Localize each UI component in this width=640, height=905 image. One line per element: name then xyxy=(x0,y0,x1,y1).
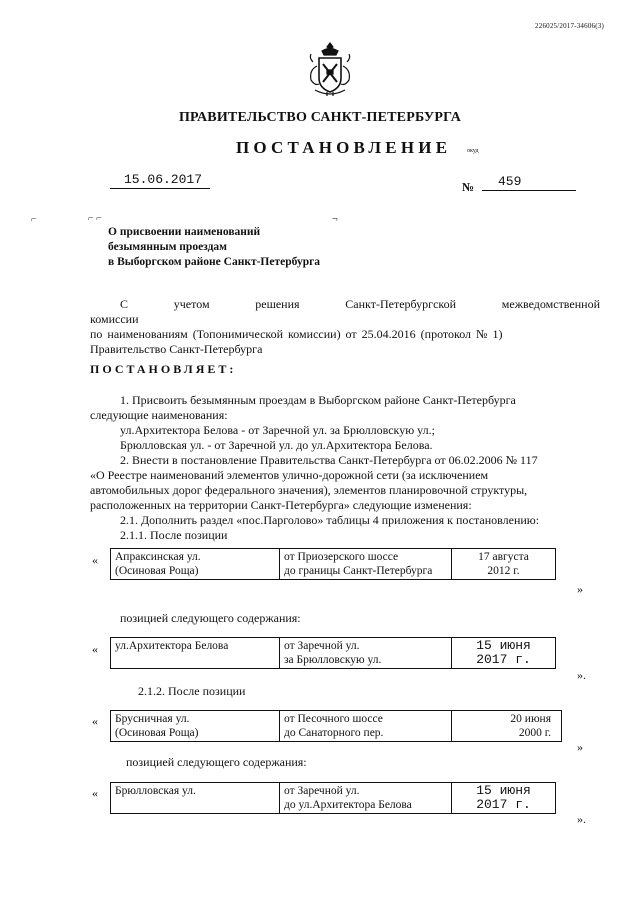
date-day: 20 июня xyxy=(510,713,551,725)
coat-of-arms-emblem xyxy=(305,40,355,98)
body-line: 2.1.1. После позиции xyxy=(120,528,228,542)
body-line: Брюлловская ул. - от Заречной ул. до ул.Архитектора Белова. xyxy=(120,438,433,452)
street-name-cell xyxy=(111,549,280,580)
open-quote: « xyxy=(92,786,98,800)
range-to: до ул.Архитектора Белова xyxy=(284,799,412,811)
range-from: от Заречной ул. xyxy=(284,785,360,797)
position-table xyxy=(110,710,562,742)
table-row xyxy=(111,783,556,814)
open-quote: « xyxy=(92,553,98,567)
resolves-heading: ПОСТАНОВЛЯЕТ: xyxy=(90,362,237,376)
close-quote: ». xyxy=(577,668,586,682)
street-range-cell xyxy=(280,549,452,580)
position-table xyxy=(110,782,556,814)
range-from: от Приозерского шоссе xyxy=(284,551,399,563)
following-text: позицией следующего содержания: xyxy=(120,611,301,625)
table-row xyxy=(111,711,562,742)
body-line: 2.1. Дополнить раздел «пос.Парголово» таблицы 4 приложения к постановлению: xyxy=(120,513,540,527)
date-cell xyxy=(452,638,556,669)
bracket-mark: ¬ xyxy=(332,214,338,225)
range-to: до границы Санкт-Петербурга xyxy=(284,565,433,577)
section-heading: 2.1.2. После позиции xyxy=(138,684,246,698)
street-name-cell xyxy=(111,638,280,669)
body-line: автомобильных дорог федерального значения), элементов планировочной структуры, xyxy=(90,483,528,497)
street-name: Брусничная ул. xyxy=(115,713,190,725)
body-line: следующие наименования: xyxy=(90,408,228,422)
street-area: (Осиновая Роща) xyxy=(115,565,199,577)
intro-line: С учетом решения Санкт-Петербургской межведомственной комиссии xyxy=(90,297,600,326)
body-line: ул.Архитектора Белова - от Заречной ул. за Брюлловскую ул.; xyxy=(120,423,435,437)
position-table xyxy=(110,548,556,580)
street-area: (Осиновая Роща) xyxy=(115,727,199,739)
street-name: Апраксинская ул. xyxy=(115,551,201,563)
date-year: 2017 г. xyxy=(476,652,531,667)
document-number: 459 xyxy=(498,174,522,189)
close-quote: » xyxy=(577,740,583,754)
table-row xyxy=(111,638,556,669)
subject-line: в Выборгском районе Санкт-Петербурга xyxy=(108,256,321,268)
intro-paragraph xyxy=(90,297,600,357)
bracket-mark: ⌐ ⌐ xyxy=(88,213,102,224)
street-name: Брюлловская ул. xyxy=(115,785,196,797)
date-day: 15 июня xyxy=(476,638,531,653)
open-quote: « xyxy=(92,714,98,728)
okud-label: окуд xyxy=(467,148,479,154)
body-line: 2. Внести в постановление Правительства Санкт-Петербурга от 06.02.2006 № 117 xyxy=(120,453,538,467)
government-name: ПРАВИТЕЛЬСТВО САНКТ-ПЕТЕРБУРГА xyxy=(178,110,462,125)
street-range-cell xyxy=(280,638,452,669)
date-year: 2017 г. xyxy=(476,797,531,812)
number-underline xyxy=(482,190,576,191)
document-subject xyxy=(108,225,368,270)
subject-line: О присвоении наименований xyxy=(108,226,261,238)
street-range-cell xyxy=(280,783,452,814)
bracket-mark: ⌐ xyxy=(31,214,37,225)
following-text: позицией следующего содержания: xyxy=(126,755,307,769)
range-to: до Санаторного пер. xyxy=(284,727,384,739)
document-date: 15.06.2017 xyxy=(124,172,203,187)
body-line: 1. Присвоить безымянным проездам в Выборгском районе Санкт-Петербурга xyxy=(120,393,516,407)
date-underline xyxy=(110,188,210,189)
intro-line: по наименованиям (Топонимической комиссии) от 25.04.2016 (протокол № 1) xyxy=(90,327,503,341)
body-line: «О Реестре наименований элементов улично-дорожной сети (за исключением xyxy=(90,468,489,482)
date-cell xyxy=(452,783,556,814)
range-from: от Заречной ул. xyxy=(284,640,360,652)
resolution-body xyxy=(90,393,600,543)
street-name: ул.Архитектора Белова xyxy=(115,640,229,652)
open-quote: « xyxy=(92,642,98,656)
range-from: от Песочного шоссе xyxy=(284,713,383,725)
close-quote: » xyxy=(577,582,583,596)
range-to: за Брюлловскую ул. xyxy=(284,654,382,666)
table-row xyxy=(111,549,556,580)
document-id: 226025/2017-34606(3) xyxy=(535,22,604,30)
date-cell xyxy=(452,711,562,742)
street-range-cell xyxy=(280,711,452,742)
date-cell xyxy=(452,549,556,580)
date-day: 15 июня xyxy=(476,783,531,798)
street-name-cell xyxy=(111,783,280,814)
date-day: 17 августа xyxy=(478,551,529,563)
intro-line: Правительство Санкт-Петербурга xyxy=(90,342,263,356)
position-table xyxy=(110,637,556,669)
date-year: 2012 г. xyxy=(487,565,520,577)
street-name-cell xyxy=(111,711,280,742)
document-type: ПОСТАНОВЛЕНИЕ xyxy=(236,138,452,157)
subject-line: безымянным проездам xyxy=(108,241,227,253)
close-quote: ». xyxy=(577,812,586,826)
number-sign: № xyxy=(462,180,475,194)
date-year: 2000 г. xyxy=(518,727,551,739)
body-line: расположенных на территории Санкт-Петербурга» следующие изменения: xyxy=(90,498,472,512)
